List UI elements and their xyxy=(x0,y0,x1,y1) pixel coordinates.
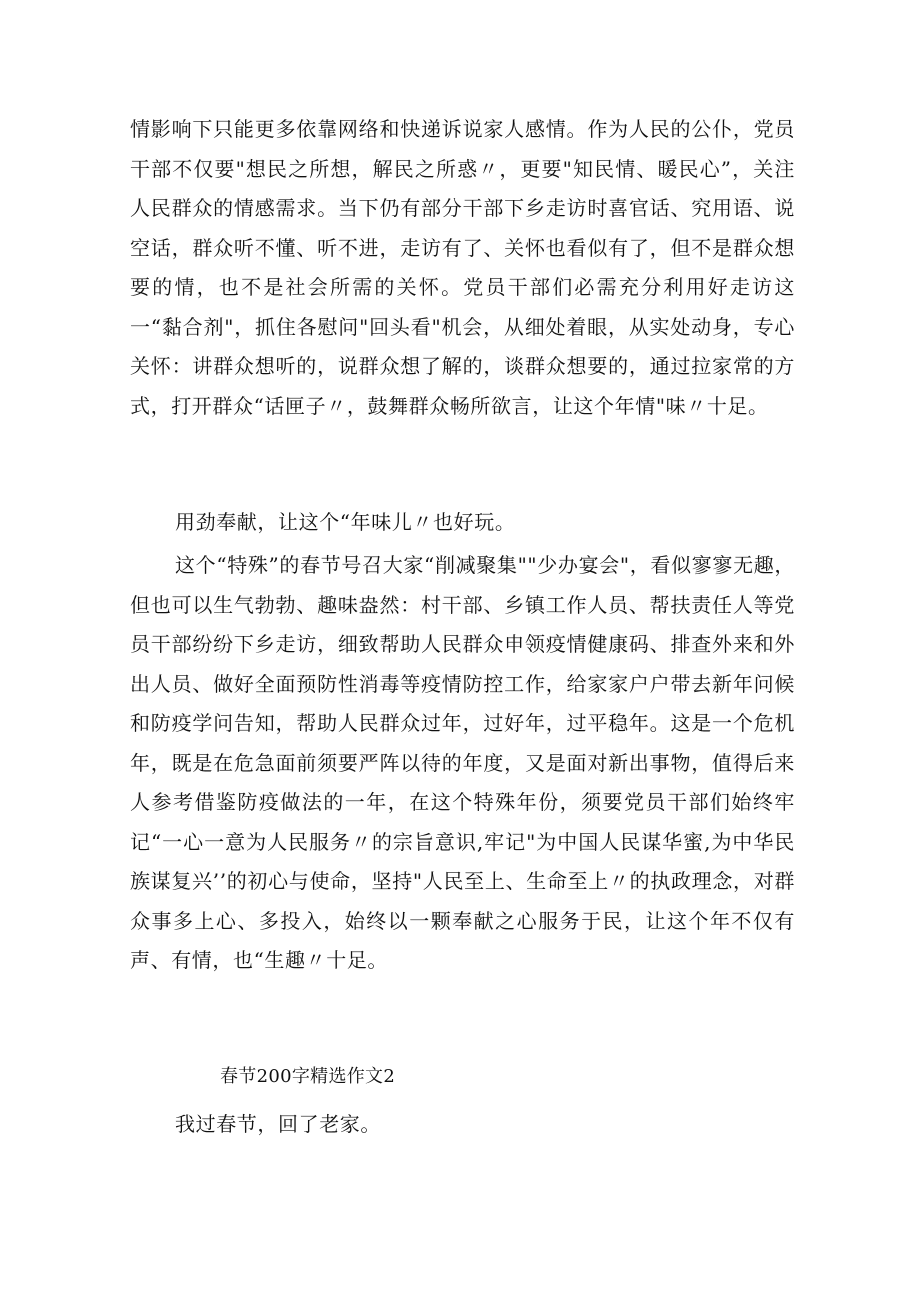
body-paragraph-4: 我过春节，回了老家。 xyxy=(175,1112,381,1136)
section-heading: 春节200字精选作文2 xyxy=(220,1066,396,1087)
body-paragraph-1: 情影响下只能更多依靠网络和快递诉说家人感情。作为人民的公仆，党员干部不仅要"想民之所想，解民之所惑〃，更要"知民情、暖民心”，关注人民群众的情感需求。当下仍有部分干部下乡走访时喜官话、究用语、说空话，群众听不懂、听不进，走访有了、关怀也看似有了，但不是群众想要的情，也不是社会所需的关怀。党员干部们必需充分利用好走访这一“黏合剂"，抓住各慰问"回头看"机会，从细处着眼，从实处动身，专心关怀：讲群众想听的，说群众想了解的，谈群众想要的，通过拉家常的方式，打开群众“话匣子〃，鼓舞群众畅所欲言，让这个年情"味〃十足。 xyxy=(130,117,795,418)
body-paragraph-3: 这个“特殊”的春节号召大家“削减聚集""少办宴会"，看似寥寥无趣，但也可以生气勃勃、趣味盎然：村干部、乡镇工作人员、帮扶责任人等党员干部纷纷下乡走访，细致帮助人民群众申领疫情健康码、排查外来和外出人员、做好全面预防性消毒等疫情防控工作，给家家户户带去新年问候和防疫学问告知，帮助人民群众过年，过好年，过平稳年。这是一个危机年，既是在危急面前须要严阵以待的年度，又是面对新出事物，值得后来人参考借鉴防疫做法的一年，在这个特殊年份，须要党员干部们始终牢记“一心一意为人民服务〃的宗旨意识,牢记"为中国人民谋华蜜,为中华民族谋复兴’’的初心与使命，坚持"人民至上、生命至上〃的执政理念，对群众事多上心、多投入，始终以一颗奉献之心服务于民，让这个年不仅有声、有情，也“生趣〃十足。 xyxy=(130,553,795,972)
body-paragraph-2: 用劲奉献，让这个“年味儿〃也好玩。 xyxy=(175,510,516,534)
